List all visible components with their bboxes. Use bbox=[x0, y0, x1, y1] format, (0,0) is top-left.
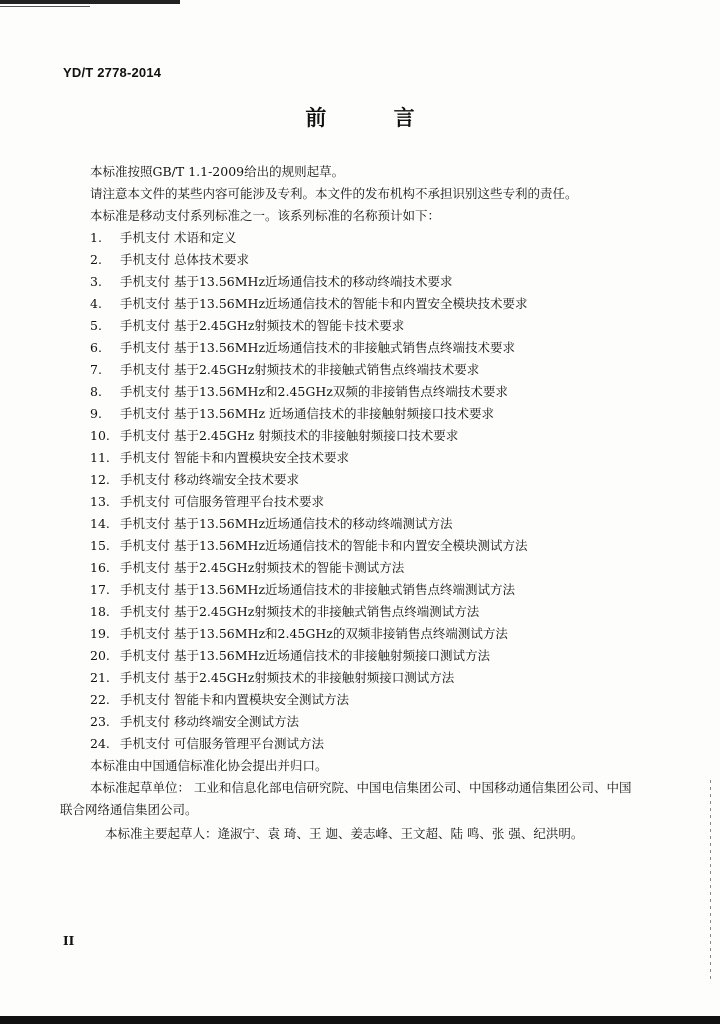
list-item-text: 手机支付 智能卡和内置模块安全技术要求 bbox=[120, 450, 349, 465]
list-item-number: 21. bbox=[90, 670, 110, 685]
list-item-number: 2. bbox=[90, 252, 102, 267]
list-item bbox=[60, 315, 660, 337]
document-body bbox=[60, 161, 660, 845]
list-item-number: 8. bbox=[90, 384, 102, 399]
list-item bbox=[60, 381, 660, 403]
list-item-number: 9. bbox=[90, 406, 102, 421]
list-item-text: 手机支付 基于2.45GHz射频技术的智能卡技术要求 bbox=[120, 318, 405, 333]
intro-paragraph: 请注意本文件的某些内容可能涉及专利。本文件的发布机构不承担识别这些专利的责任。 bbox=[90, 186, 578, 201]
document-code: YD/T 2778-2014 bbox=[63, 65, 162, 80]
list-item-text: 手机支付 基于2.45GHz射频技术的非接触式销售点终端技术要求 bbox=[120, 362, 480, 377]
list-item-number: 16. bbox=[90, 560, 110, 575]
list-item-text: 手机支付 基于13.56MHz近场通信技术的移动终端测试方法 bbox=[120, 516, 453, 531]
list-item-text: 手机支付 基于13.56MHz近场通信技术的非接触射频接口测试方法 bbox=[120, 648, 491, 663]
drafting-units-paragraph: 本标准起草单位： 工业和信息化部电信研究院、中国电信集团公司、中国移动通信集团公司、中国 bbox=[90, 780, 632, 795]
list-item bbox=[60, 469, 660, 491]
proposal-paragraph: 本标准由中国通信标准化协会提出并归口。 bbox=[90, 758, 328, 773]
list-item-number: 18. bbox=[90, 604, 110, 619]
list-item-text: 手机支付 基于13.56MHz和2.45GHz双频的非接销售点终端技术要求 bbox=[120, 384, 508, 399]
page-number: II bbox=[63, 934, 75, 948]
list-item bbox=[60, 359, 660, 381]
list-item-text: 手机支付 基于13.56MHz近场通信技术的智能卡和内置安全模块技术要求 bbox=[120, 296, 528, 311]
list-item-text: 手机支付 术语和定义 bbox=[120, 230, 237, 245]
list-item bbox=[60, 579, 660, 601]
list-item-text: 手机支付 可信服务管理平台技术要求 bbox=[120, 494, 324, 509]
list-item bbox=[60, 293, 660, 315]
list-item-text: 手机支付 总体技术要求 bbox=[120, 252, 249, 267]
list-item-number: 20. bbox=[90, 648, 110, 663]
list-item-text: 手机支付 基于13.56MHz近场通信技术的非接触式销售点终端技术要求 bbox=[120, 340, 516, 355]
list-item bbox=[60, 271, 660, 293]
list-item-number: 3. bbox=[90, 274, 102, 289]
list-item bbox=[60, 601, 660, 623]
list-item-text: 手机支付 基于13.56MHz 近场通信技术的非接触射频接口技术要求 bbox=[120, 406, 495, 421]
list-item-number: 23. bbox=[90, 714, 110, 729]
list-item-number: 13. bbox=[90, 494, 110, 509]
list-item-number: 12. bbox=[90, 472, 110, 487]
list-item bbox=[60, 689, 660, 711]
list-item bbox=[60, 733, 660, 755]
list-item-text: 手机支付 基于2.45GHz 射频技术的非接触射频接口技术要求 bbox=[120, 428, 459, 443]
list-item-text: 手机支付 移动终端安全技术要求 bbox=[120, 472, 299, 487]
list-item-text: 手机支付 基于2.45GHz射频技术的非接触式销售点终端测试方法 bbox=[120, 604, 480, 619]
list-item bbox=[60, 513, 660, 535]
list-item bbox=[60, 645, 660, 667]
list-item-number: 1. bbox=[90, 230, 102, 245]
list-item-text: 手机支付 基于13.56MHz近场通信技术的非接触式销售点终端测试方法 bbox=[120, 582, 516, 597]
drafting-units-continuation: 联合网络通信集团公司。 bbox=[60, 802, 198, 817]
list-item bbox=[60, 491, 660, 513]
list-item bbox=[60, 249, 660, 271]
list-item-text: 手机支付 基于2.45GHz射频技术的非接触射频接口测试方法 bbox=[120, 670, 455, 685]
list-item-number: 17. bbox=[90, 582, 110, 597]
list-item-number: 19. bbox=[90, 626, 110, 641]
list-item-text: 手机支付 基于13.56MHz近场通信技术的移动终端技术要求 bbox=[120, 274, 453, 289]
list-item-text: 手机支付 智能卡和内置模块安全测试方法 bbox=[120, 692, 349, 707]
list-item-text: 手机支付 基于13.56MHz和2.45GHz的双频非接销售点终端测试方法 bbox=[120, 626, 508, 641]
list-item bbox=[60, 403, 660, 425]
scan-artifact-top bbox=[0, 0, 180, 4]
standards-list bbox=[60, 227, 660, 755]
list-item-text: 手机支付 基于13.56MHz近场通信技术的智能卡和内置安全模块测试方法 bbox=[120, 538, 528, 553]
list-item bbox=[60, 337, 660, 359]
drafters-paragraph: 本标准主要起草人：逄淑宁、袁 琦、王 迦、姜志峰、王文超、陆 鸣、张 强、纪洪明。 bbox=[105, 826, 584, 841]
list-item-number: 6. bbox=[90, 340, 102, 355]
scan-artifact-top-line bbox=[0, 6, 90, 7]
list-item-text: 手机支付 基于2.45GHz射频技术的智能卡测试方法 bbox=[120, 560, 405, 575]
scan-artifact-right bbox=[710, 780, 711, 980]
list-item-number: 5. bbox=[90, 318, 102, 333]
list-item-number: 7. bbox=[90, 362, 102, 377]
list-item-number: 24. bbox=[90, 736, 110, 751]
list-item-number: 10. bbox=[90, 428, 110, 443]
list-item bbox=[60, 227, 660, 249]
list-item-text: 手机支付 可信服务管理平台测试方法 bbox=[120, 736, 324, 751]
list-item-number: 15. bbox=[90, 538, 110, 553]
list-item-number: 11. bbox=[90, 450, 110, 465]
page-title: 前 言 bbox=[305, 106, 445, 130]
list-item bbox=[60, 447, 660, 469]
list-item-number: 4. bbox=[90, 296, 102, 311]
scan-artifact-bottom bbox=[0, 1016, 720, 1024]
list-item bbox=[60, 557, 660, 579]
list-item bbox=[60, 425, 660, 447]
list-item bbox=[60, 711, 660, 733]
list-item-number: 22. bbox=[90, 692, 110, 707]
list-item bbox=[60, 667, 660, 689]
list-item-number: 14. bbox=[90, 516, 110, 531]
list-item-text: 手机支付 移动终端安全测试方法 bbox=[120, 714, 299, 729]
intro-paragraph: 本标准是移动支付系列标准之一。该系列标准的名称预计如下： bbox=[90, 208, 441, 223]
list-item bbox=[60, 535, 660, 557]
intro-paragraph: 本标准按照GB/T 1.1-2009给出的规则起草。 bbox=[90, 164, 345, 179]
list-item bbox=[60, 623, 660, 645]
